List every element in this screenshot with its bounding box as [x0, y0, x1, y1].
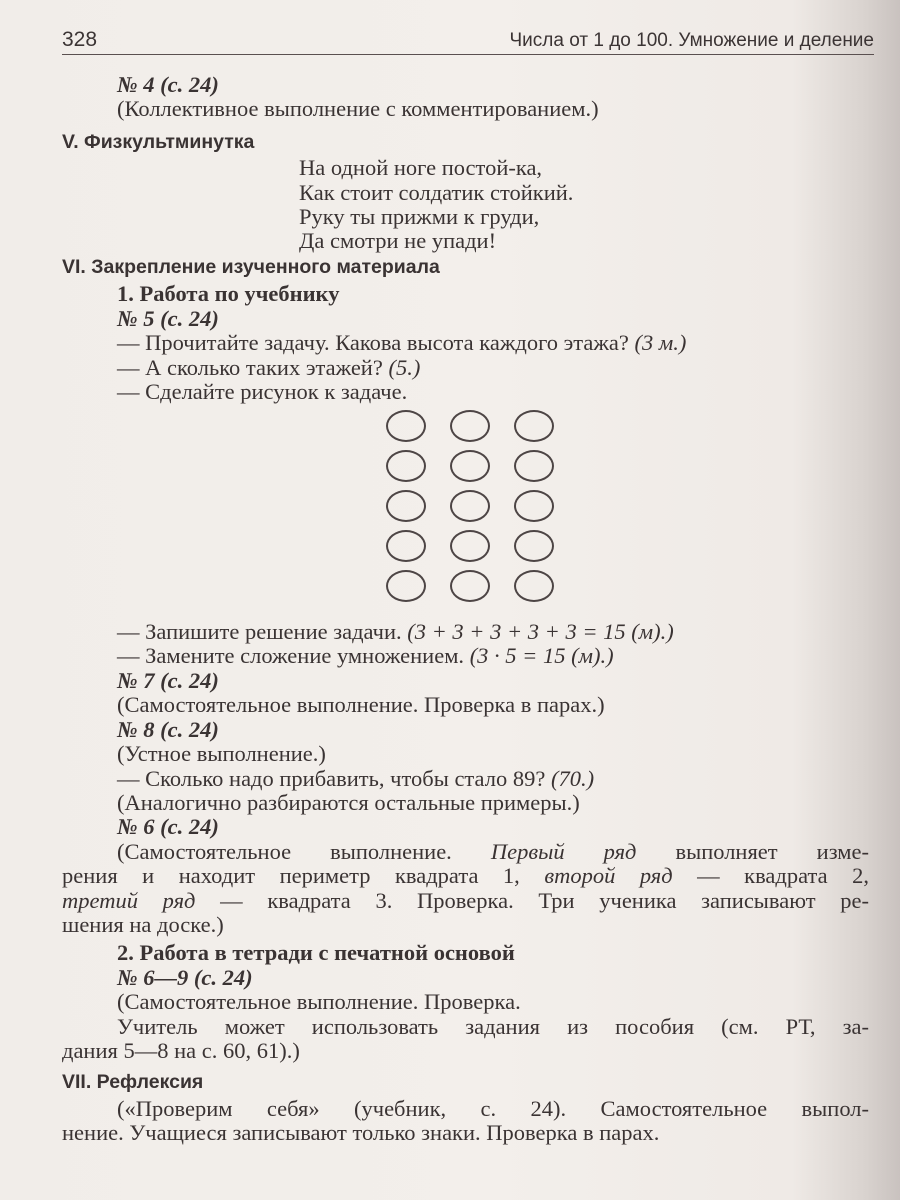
task-5-question-4: — Запишите решение задачи. (3 + 3 + 3 + 3 + 3 = 15 (м).) [117, 619, 674, 644]
task-6-9-note: дания 5—8 на с. 60, 61).) [62, 1038, 300, 1063]
task-8-note-2: (Аналогично разбираются остальные примеры.) [117, 790, 580, 815]
section-7-title: VII. Рефлексия [62, 1071, 204, 1093]
task-8-note: (Устное выполнение.) [117, 741, 326, 766]
task-6-paragraph-line: шения на доске.) [62, 912, 224, 937]
subsection-2-title: 2. Работа в тетради с печатной основой [117, 940, 515, 965]
task-7-heading: № 7 (с. 24) [117, 668, 219, 693]
task-8-heading: № 8 (с. 24) [117, 717, 219, 742]
task-5-question-5: — Замените сложение умножением. (3 · 5 = 15 (м).) [117, 643, 614, 668]
page-number: 328 [62, 28, 98, 51]
poem-line: Как стоит солдатик стойкий. [299, 180, 574, 205]
task-8-question: — Сколько надо прибавить, чтобы стало 89? (70.) [117, 766, 595, 791]
task-4-heading: № 4 (с. 24) [117, 72, 219, 97]
poem-line: На одной ноге постой-ка, [299, 155, 543, 180]
task-6-9-note: Учитель может использовать задания из пособия (см. РТ, за- [117, 1014, 869, 1039]
task-7-note: (Самостоятельное выполнение. Проверка в парах.) [117, 692, 605, 717]
task-6-paragraph-line: (Самостоятельное выполнение. Первый ряд выполняет изме- [117, 839, 869, 864]
task-6-paragraph-line: рения и находит периметр квадрата 1, второй ряд — квадрата 2, [62, 863, 869, 888]
task-4-note: (Коллективное выполнение с комментированием.) [117, 96, 599, 121]
reflection-text: нение. Учащиеся записывают только знаки. Проверка в парах. [62, 1120, 660, 1145]
poem-line: Руку ты прижми к груди, [299, 204, 540, 229]
running-head [62, 26, 874, 55]
poem-line: Да смотри не упади! [299, 228, 497, 253]
task-6-heading: № 6 (с. 24) [117, 814, 219, 839]
task-6-9-note: (Самостоятельное выполнение. Проверка. [117, 989, 521, 1014]
task-5-question-2: — А сколько таких этажей? (5.) [117, 355, 421, 380]
task-5-heading: № 5 (с. 24) [117, 306, 219, 331]
task-5-question-3: — Сделайте рисунок к задаче. [117, 379, 408, 404]
running-title: Числа от 1 до 100. Умножение и деление [509, 30, 874, 51]
reflection-text: («Проверим себя» (учебник, с. 24). Самостоятельное выпол- [117, 1096, 869, 1121]
task-6-9-heading: № 6—9 (с. 24) [117, 965, 253, 990]
section-6-title: VI. Закрепление изученного материала [62, 256, 440, 278]
task-5-question-1: — Прочитайте задачу. Какова высота каждого этажа? (3 м.) [117, 330, 687, 355]
task-6-paragraph-line: третий ряд — квадрата 3. Проверка. Три ученика записывают ре- [62, 888, 870, 913]
section-5-title: V. Физкультминутка [62, 131, 255, 153]
subsection-1-title: 1. Работа по учебнику [117, 281, 340, 306]
